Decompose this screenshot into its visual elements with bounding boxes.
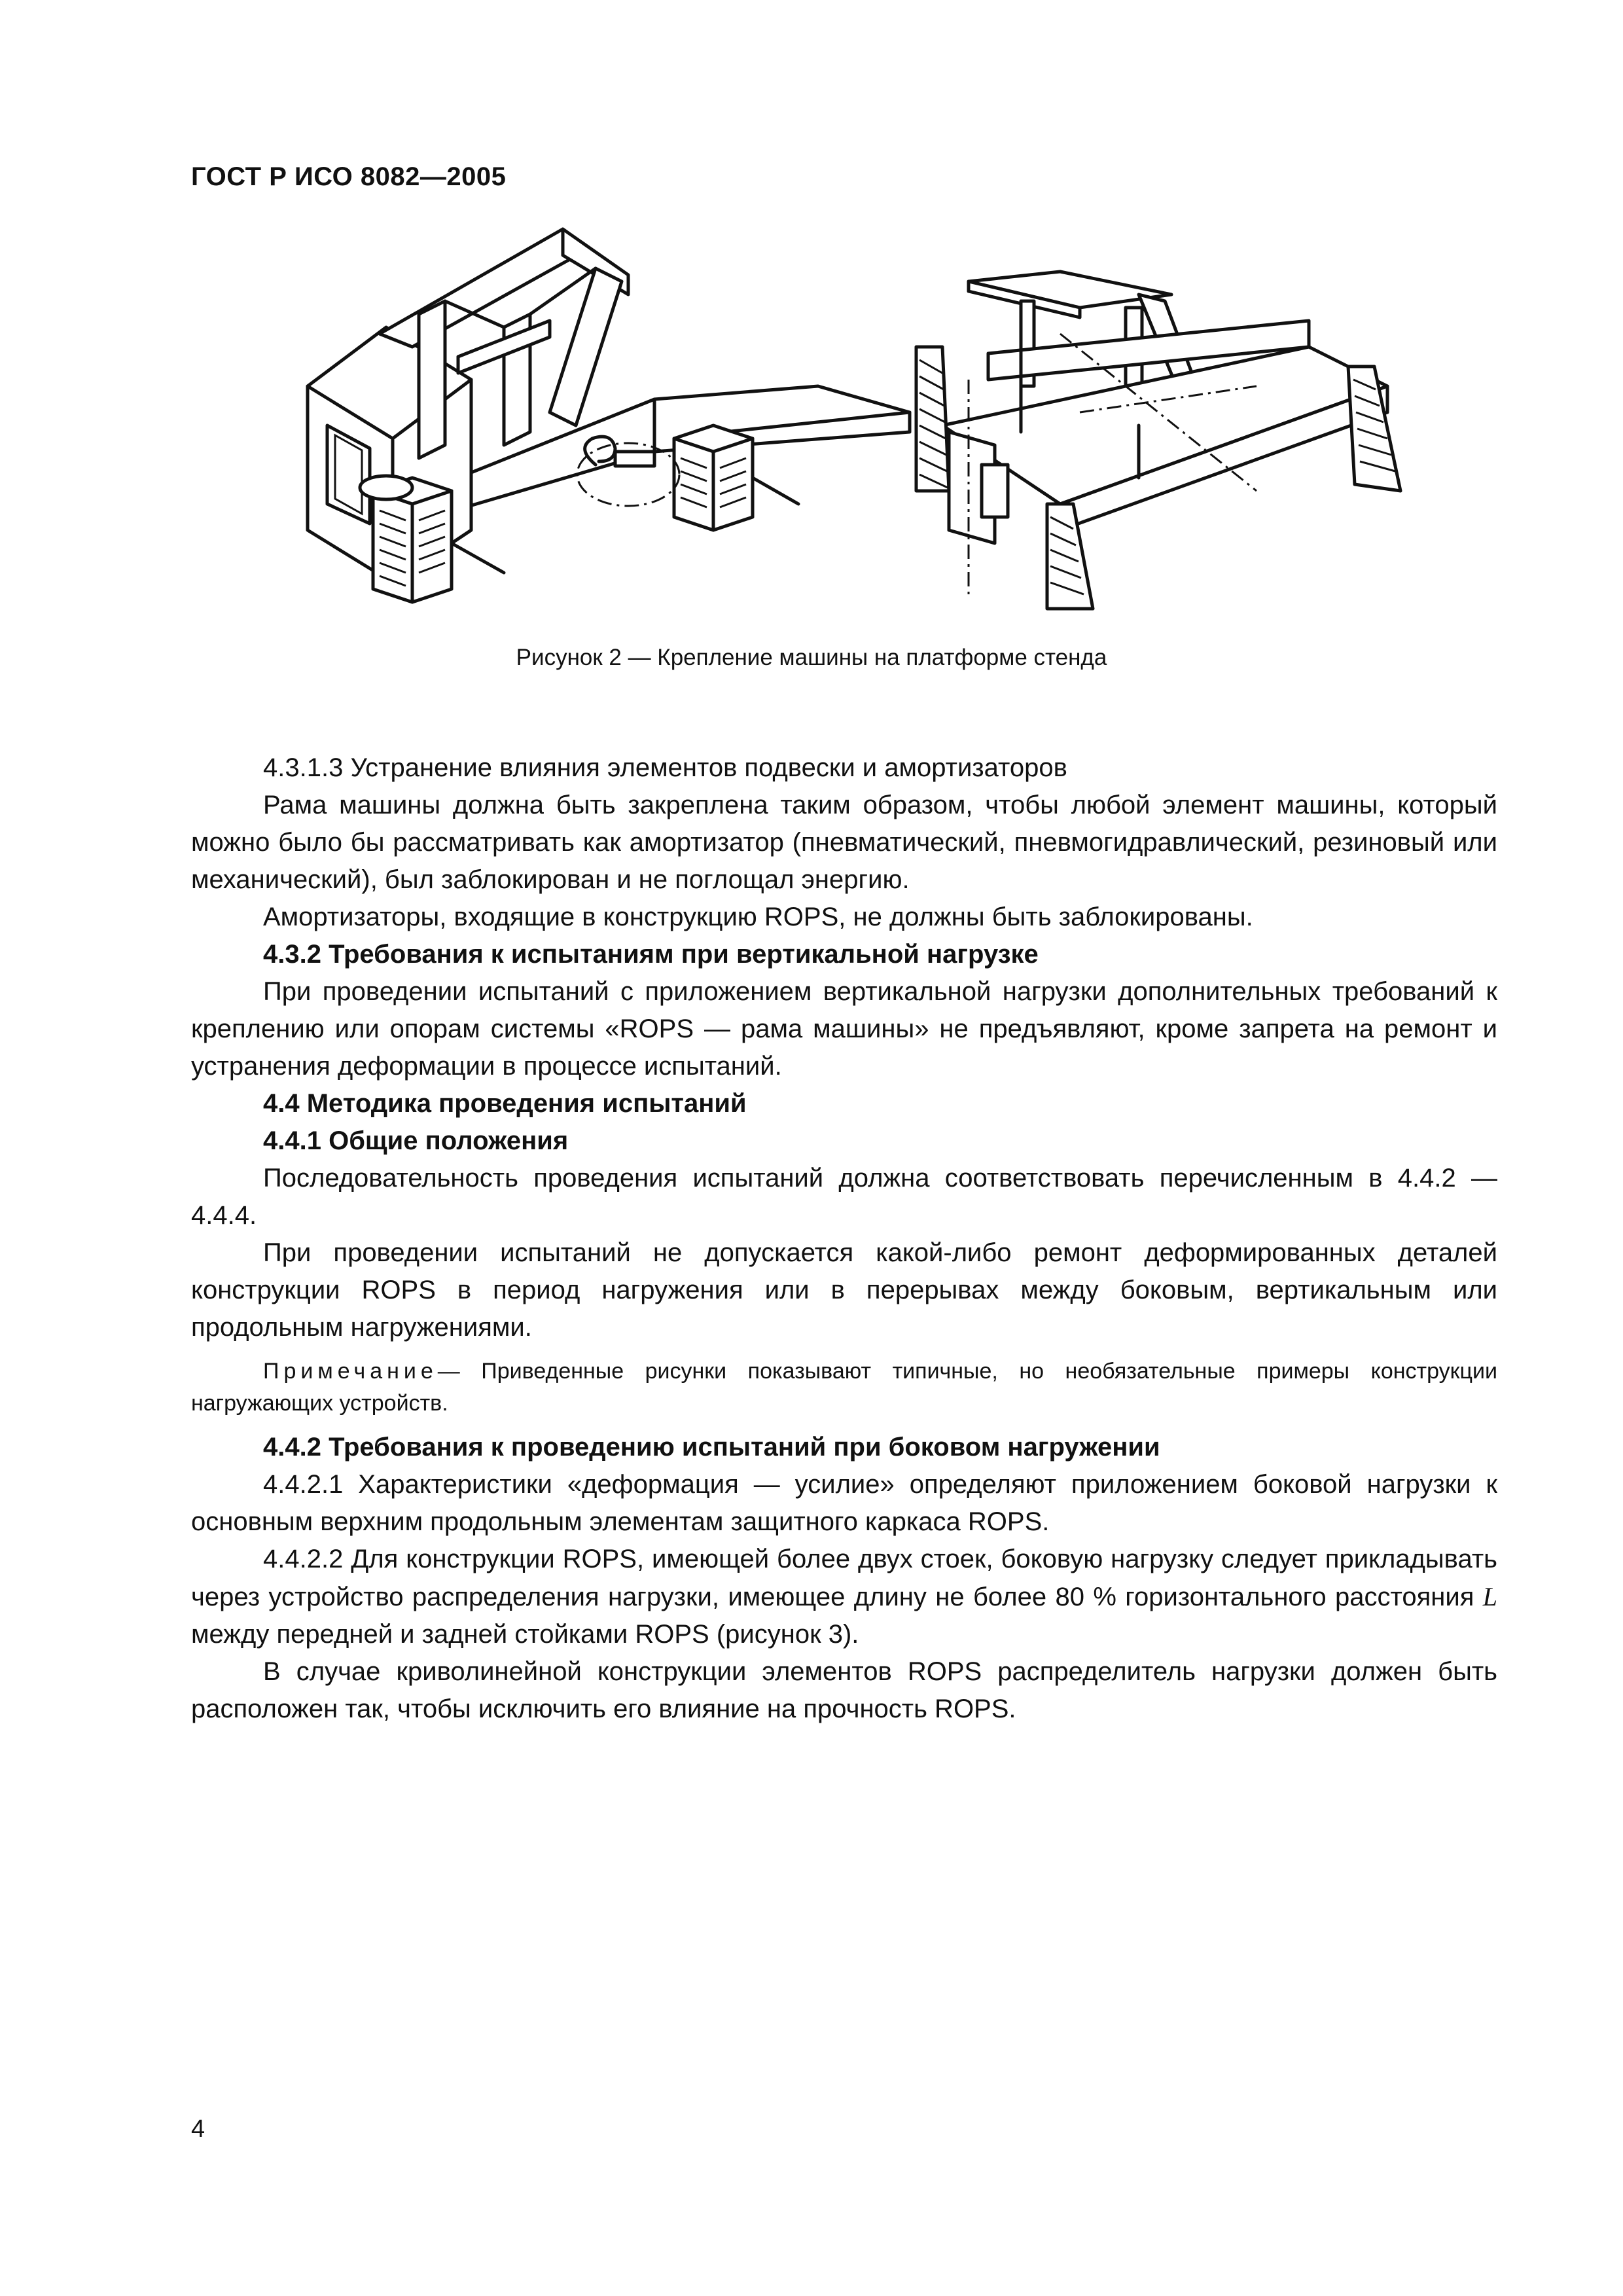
paragraph: 4.4.2.1 Характеристики «деформация — усилие» определяют приложением боковой нагрузки к основным верхним продольным элементам защитного каркаса ROPS. (191, 1470, 1497, 1536)
note-label: Примечание (263, 1359, 438, 1384)
paragraph-part: 4.4.2.2 Для конструкции ROPS, имеющей более двух стоек, боковую нагрузку следует прикладывать через устройство распределения нагрузки, имеющее длину не более 80 % горизонтального расстояния (191, 1545, 1497, 1611)
note-text: — Приведенные рисунки показывают типичные, но необязательные примеры конструкции нагружающих устройств. (191, 1359, 1497, 1416)
paragraph (191, 1541, 1497, 1653)
section-heading: 4.4 Методика проведения испытаний (263, 1089, 747, 1118)
paragraph: При проведении испытаний с приложением вертикальной нагрузки дополнительных требований к креплению или опорам системы «ROPS — рама машины» не предъявляют, кроме запрета на ремонт и устранения деформации в процессе испытаний. (191, 977, 1497, 1081)
body-text (191, 749, 1497, 1728)
figure-caption: Рисунок 2 — Крепление машины на платформе стенда (516, 645, 1107, 670)
paragraph-part: между передней и задней стойками ROPS (рисунок 3). (191, 1620, 859, 1649)
paragraph: Последовательность проведения испытаний должна соответствовать перечисленным в 4.4.2 — 4.4.4. (191, 1164, 1497, 1230)
page-number: 4 (191, 2115, 205, 2143)
document-header: ГОСТ Р ИСО 8082—2005 (191, 162, 507, 191)
paragraph: Рама машины должна быть закреплена таким образом, чтобы любой элемент машины, который можно было бы рассматривать как амортизатор (пневматический, пневмогидравлический, резиновый или механический), был заблокирован и не поглощал энергию. (191, 791, 1497, 894)
paragraph: В случае криволинейной конструкции элементов ROPS распределитель нагрузки должен быть расположен так, чтобы исключить его влияние на прочность ROPS. (191, 1657, 1497, 1723)
note (191, 1355, 1497, 1420)
left-machine-drawing (308, 229, 910, 602)
variable-l: L (1482, 1582, 1498, 1611)
section-heading: 4.4.2 Требования к проведению испытаний при боковом нагружении (263, 1433, 1160, 1462)
paragraph: 4.3.1.3 Устранение влияния элементов подвески и амортизаторов (263, 753, 1067, 782)
section-heading: 4.4.1 Общие положения (263, 1126, 569, 1155)
section-heading: 4.3.2 Требования к испытаниям при вертикальной нагрузке (263, 940, 1039, 969)
figure-2-drawing (288, 216, 1414, 635)
paragraph: При проведении испытаний не допускается какой-либо ремонт деформированных деталей конструкции ROPS в период нагружения или в перерывах между боковым, вертикальным или продольным нагружениями. (191, 1238, 1497, 1342)
paragraph: Амортизаторы, входящие в конструкцию ROPS, не должны быть заблокированы. (263, 903, 1253, 931)
right-machine-drawing (916, 272, 1400, 609)
